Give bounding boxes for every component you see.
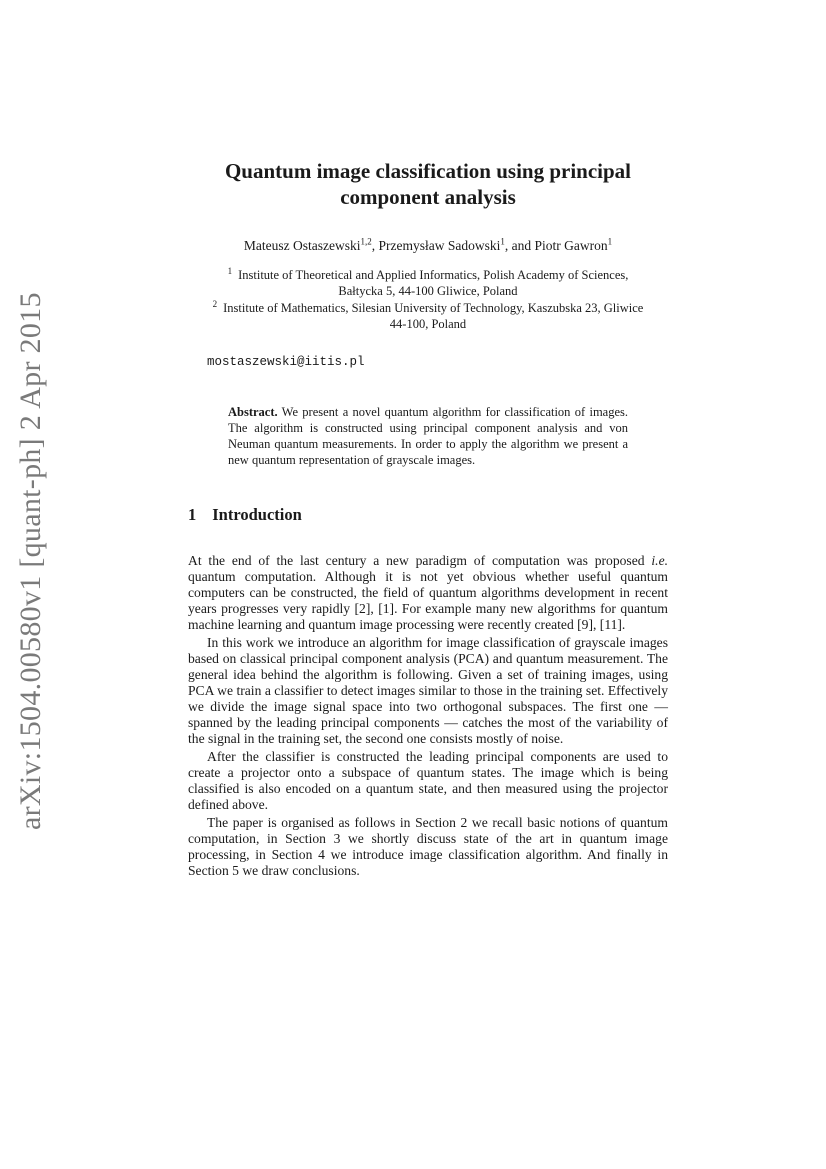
author-separator: , (371, 238, 379, 253)
paragraph-1 (188, 553, 668, 633)
paragraph-2: In this work we introduce an algorithm for image classification of grayscale images based on classical principal component analysis (PCA) and quantum measurement. The general idea behind the algorithm is following. Given a set of training images, using PCA we train a classifier to detect images similar to those in the training set. Effectively we divide the image signal space into two orthogonal subspaces. The first one — spanned by the leading principal components — catches the most of the variability of the signal in the training set, the second one consists mostly of noise. (188, 635, 668, 746)
affiliation-mark: 2 (212, 298, 218, 309)
paragraph-4: The paper is organised as follows in Section 2 we recall basic notions of quantum computation, in Section 3 we shortly discuss state of the art in quantum image processing, in Section 4 we introduce image classification algorithm. And finally in Section 5 we draw conclusions. (188, 815, 668, 878)
abstract-label: Abstract. (228, 405, 278, 419)
arxiv-identifier: arXiv:1504.00580v1 [quant-ph] 2 Apr 2015 (14, 292, 47, 830)
abstract-text: We present a novel quantum algorithm for classification of images. The algorithm is constructed using principal component analysis and von Neuman quantum measurements. In order to apply the algorithm we present a new quantum representation of grayscale images. (228, 405, 628, 467)
paragraph-3: After the classifier is constructed the leading principal components are used to create a projector onto a subspace of quantum states. The image which is being classified is also encoded on a quantum state, and then measured using the projector defined above. (188, 749, 668, 812)
affiliation-line: Bałtycka 5, 44-100 Gliwice, Poland (338, 284, 518, 298)
paragraph-text: quantum computation. Although it is not yet obvious whether useful quantum computers can be constructed, the field of quantum algorithms development in recent years progresses very rapidly [2], [1]. For example many new algorithms for quantum machine learning and quantum image processing were recently created [9], [11]. (188, 569, 668, 632)
section-heading (188, 505, 302, 525)
affiliation-mark: 1 (227, 265, 233, 276)
paper-title (150, 158, 706, 210)
author-name: Piotr Gawron (534, 238, 608, 253)
author-name: Mateusz Ostaszewski (243, 238, 361, 253)
author-affil-mark: 1 (500, 236, 505, 247)
section-title: Introduction (212, 505, 302, 524)
paragraph-text: At the end of the last century a new paradigm of computation was proposed (188, 553, 652, 568)
author-name: Przemysław Sadowski (378, 238, 501, 253)
affiliation-line: Institute of Mathematics, Silesian University of Technology, Kaszubska 23, Gliwice (223, 301, 644, 315)
title-line-2: component analysis (340, 185, 516, 209)
section-number: 1 (188, 505, 197, 524)
affiliation-2 (188, 300, 668, 332)
affiliation-line: 44-100, Poland (389, 317, 467, 331)
author-affil-mark: 1,2 (360, 236, 372, 247)
contact-email: mostaszewski@iitis.pl (207, 355, 365, 369)
affiliation-1 (188, 267, 668, 299)
abstract (228, 404, 628, 468)
title-line-1: Quantum image classification using principal (224, 159, 632, 183)
paragraph-emphasis: i.e. (651, 553, 668, 568)
author-list (150, 238, 706, 254)
section-body (188, 553, 668, 881)
affiliation-line: Institute of Theoretical and Applied Informatics, Polish Academy of Sciences, (238, 268, 629, 282)
author-affil-mark: 1 (607, 236, 613, 247)
author-separator: , and (504, 238, 535, 253)
